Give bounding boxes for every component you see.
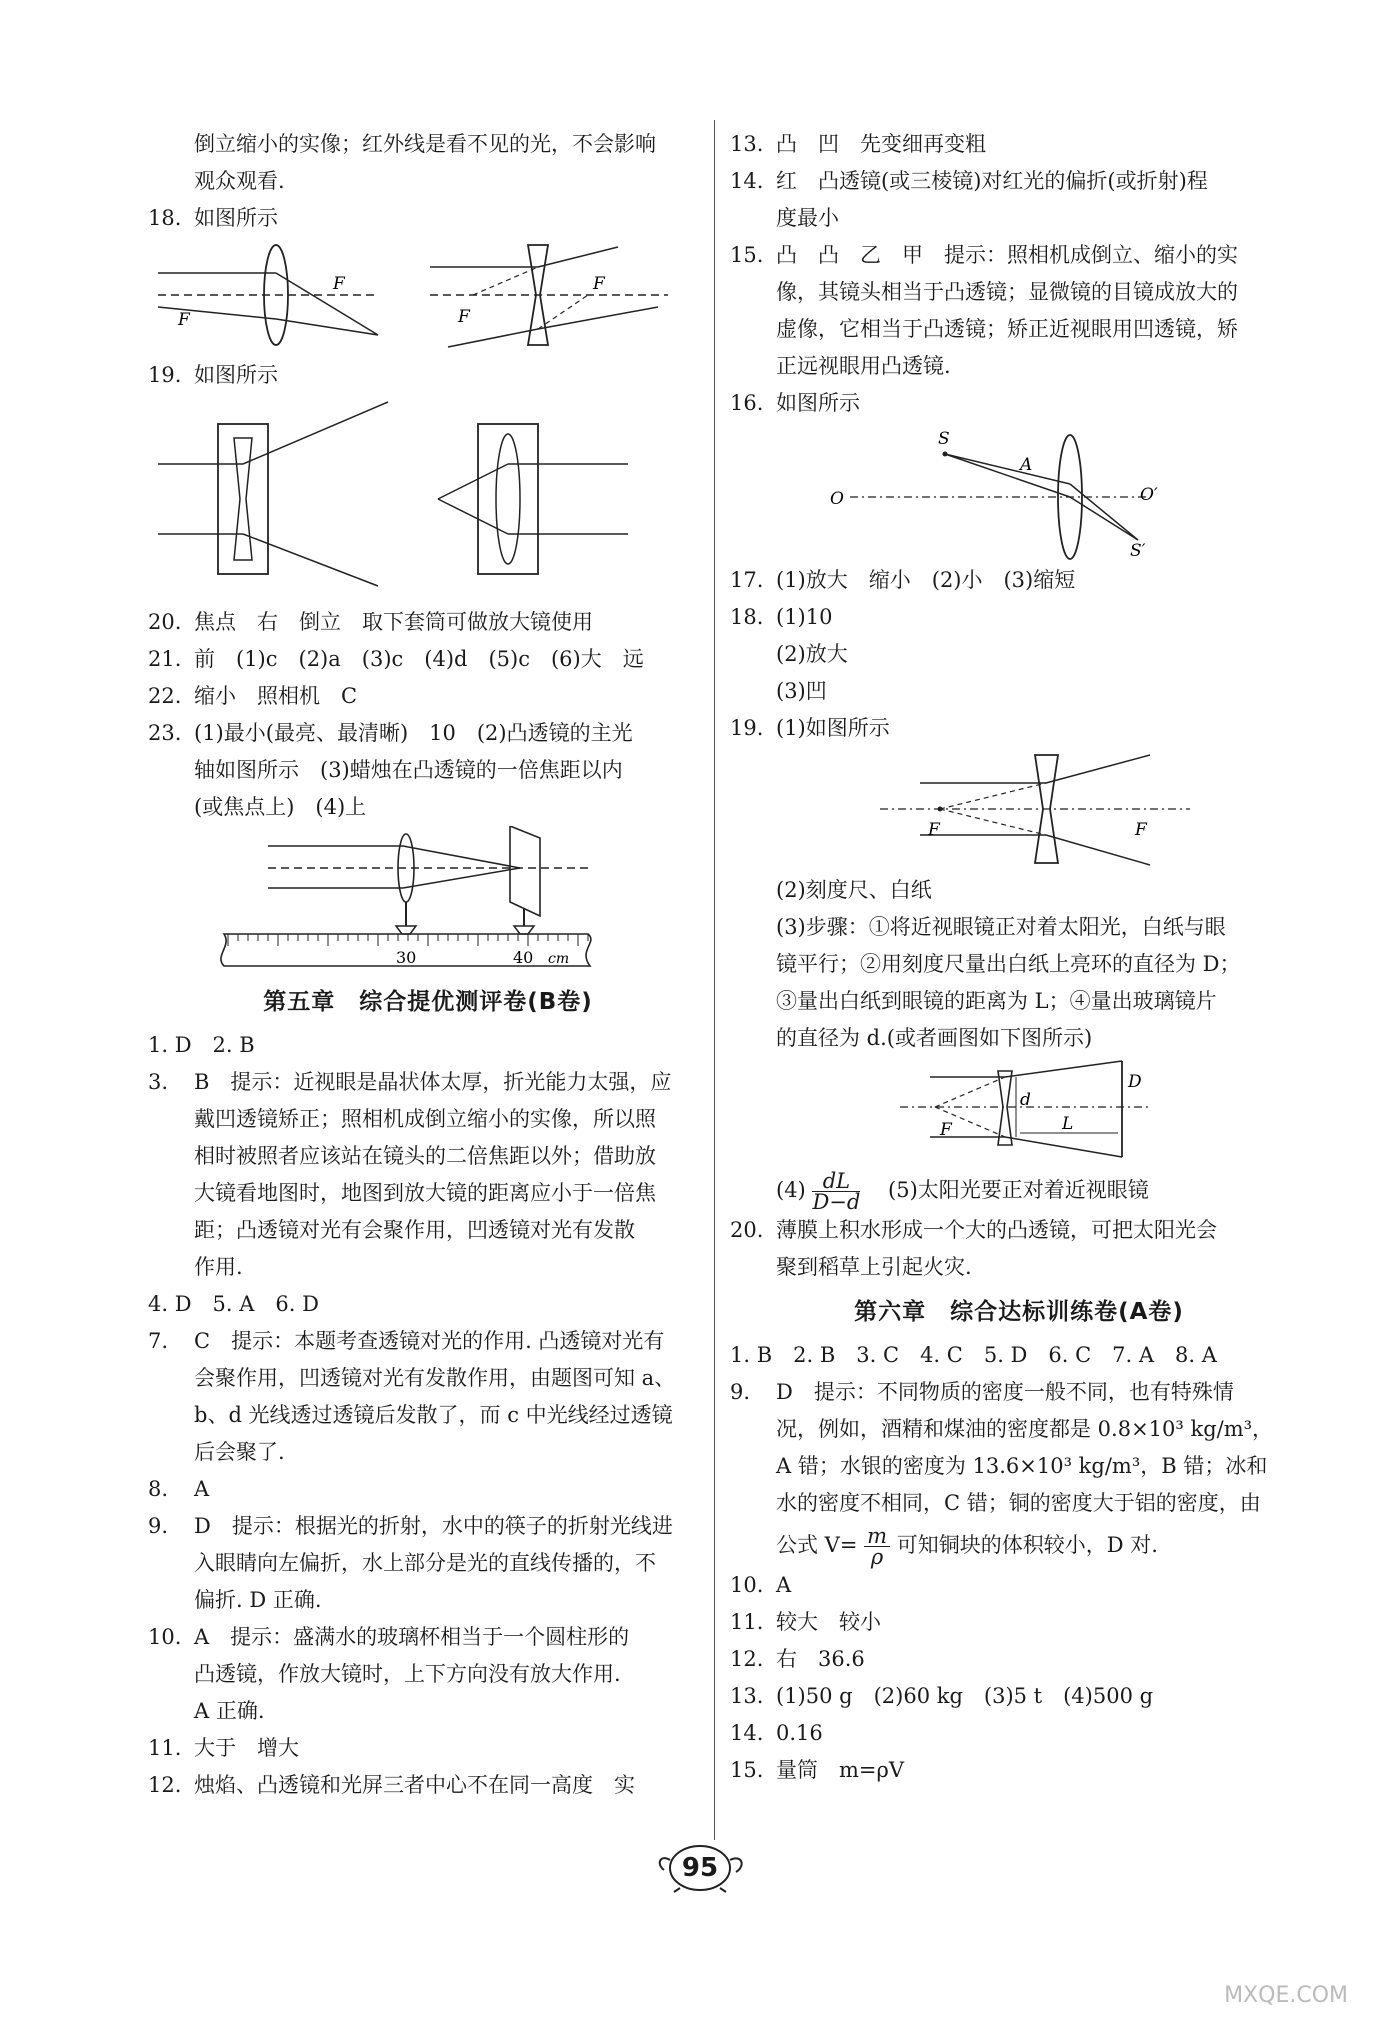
answer-23: 23. (1)最小(最亮、最清晰) 10 (2)凸透镜的主光 轴如图所示 (3)蜡烛在凸透镜的一倍焦距以内 (或焦点上) (4)上 — [148, 721, 633, 819]
answer-18: 18. 如图所示 — [148, 206, 278, 230]
answer-a9: 9. D 提示：不同物质的密度一般不同，也有特殊情 况，例如，酒精和煤油的密度都是 0.8×10³ kg/m³， A 错；水银的密度为 13.6×10³ kg/m³，B 错；冰和 水的密度不相同，C 错；铜的密度大于铝的密度，由 公式 V= $\frac{m}{\rho}$ 可知铜块的体积较小，D 对. — [730, 1380, 1274, 1569]
section-title-chapter6: 第六章 综合达标训练卷(A卷) — [854, 1299, 1184, 1325]
svg-text:F: F — [593, 274, 605, 294]
figure-23-optical-bench — [148, 826, 708, 976]
answer-18-right: 18. (1)10 (2)放大 (3)凹 — [730, 605, 848, 703]
answer-b8: 8. A — [148, 1477, 210, 1501]
page-number: 95 — [681, 1853, 719, 1883]
answer-b9: 9. D 提示：根据光的折射，水中的筷子的折射光线进 入眼睛向左偏折，水上部分是光的直线传播的，不 偏折. D 正确. — [148, 1514, 673, 1612]
answer-a10: 10. A — [730, 1573, 792, 1597]
svg-text:A: A — [1020, 455, 1033, 475]
figure-19-concave-lens-rays — [730, 747, 1308, 872]
answer-a13: 13. (1)50 g (2)60 kg (3)5 t (4)500 g — [730, 1684, 1154, 1708]
answer-b1-2: 1. D 2. B — [148, 1033, 255, 1057]
answer-a15: 15. 量筒 m=ρV — [730, 1758, 905, 1782]
left-column — [148, 126, 708, 1804]
answer-14: 14. 红 凸透镜(或三棱镜)对红光的偏折(或折射)程 度最小 — [730, 169, 1208, 230]
answer-20: 20. 焦点 右 倒立 取下套筒可做放大镜使用 — [148, 610, 593, 634]
svg-text:40: 40 — [513, 948, 534, 967]
answer-b3: 3. B 提示：近视眼是晶状体太厚，折光能力太强，应 戴凹透镜矫正；照相机成倒立缩小的实像，所以照 相时被照者应该站在镜头的二倍焦距以外；借助放 大镜看地图时，地图到放大镜的距离应小于一倍焦 距；凸透镜对光有会聚作用，凹透镜对光有发散 作用. — [148, 1070, 672, 1279]
svg-text:O′: O′ — [1140, 485, 1158, 505]
svg-text:O: O — [830, 489, 844, 509]
figure-16-convex-lens-image — [730, 422, 1308, 562]
svg-text:d: d — [1020, 1090, 1031, 1110]
answer-19-formula: (4) $\frac{dL}{D-d}$ (5)太阳光要正对着近视眼镜 — [776, 1169, 1149, 1214]
figure-19-ring-measurement — [730, 1057, 1308, 1167]
svg-text:D: D — [1128, 1072, 1142, 1092]
answer-22: 22. 缩小 照相机 C — [148, 684, 358, 708]
svg-text:F: F — [333, 274, 345, 294]
answer-b4-6: 4. D 5. A 6. D — [148, 1292, 319, 1316]
figure-19-lens-boxes — [148, 394, 688, 604]
svg-text:S: S — [938, 429, 950, 449]
fraction-m-over-rho: $\frac{m}{\rho}$ — [864, 1526, 890, 1567]
answer-b10: 10. A 提示：盛满水的玻璃杯相当于一个圆柱形的 凸透镜，作放大镜时，上下方向没有放大作用. A 正确. — [148, 1625, 630, 1723]
answer-21: 21. 前 (1)c (2)a (3)c (4)d (5)c (6)大 远 — [148, 647, 644, 671]
svg-text:S′: S′ — [1130, 541, 1146, 561]
answer-a1-8: 1. B 2. B 3. C 4. C 5. D 6. C 7. A 8. A — [730, 1343, 1217, 1367]
fraction-dl-over-d-minus-d: $\frac{dL}{D-d}$ — [812, 1169, 861, 1214]
svg-text:F: F — [1135, 820, 1147, 840]
answer-19-steps: (2)刻度尺、白纸 (3)步骤：①将近视眼镜正对着太阳光，白纸与眼 镜平行；②用刻度尺量出白纸上亮环的直径为 D； ③量出白纸到眼镜的距离为 L；④量出玻璃镜片 的直径为 d.(或者画图如下图所示) — [776, 878, 1241, 1050]
section-title-chapter5: 第五章 综合提优测评卷(B卷) — [263, 989, 593, 1015]
answer-b12: 12. 烛焰、凸透镜和光屏三者中心不在同一高度 实 — [148, 1773, 635, 1797]
svg-text:L: L — [1062, 1114, 1074, 1134]
figure-18-lens-rays — [148, 237, 688, 357]
watermark: MXQE.COM — [1224, 1983, 1348, 2008]
answer-a11: 11. 较大 较小 — [730, 1610, 881, 1634]
svg-text:F: F — [458, 307, 470, 327]
answer-20-right: 20. 薄膜上积水形成一个大的凸透镜，可把太阳光会 聚到稻草上引起火灾. — [730, 1218, 1217, 1279]
svg-text:F: F — [940, 1120, 952, 1140]
answer-a12: 12. 右 36.6 — [730, 1647, 865, 1671]
answer-19: 19. 如图所示 — [148, 363, 278, 387]
svg-text:F: F — [928, 820, 940, 840]
answer-19-right: 19. (1)如图所示 — [730, 716, 890, 740]
answer-b11: 11. 大于 增大 — [148, 1736, 299, 1760]
right-column — [730, 126, 1308, 1789]
svg-text:F: F — [178, 310, 190, 330]
answer-17: 17. (1)放大 缩小 (2)小 (3)缩短 — [730, 568, 1076, 592]
continuation-text: 倒立缩小的实像；红外线是看不见的光，不会影响 观众观看. — [194, 132, 656, 193]
column-divider — [714, 120, 715, 1840]
answer-13: 13. 凸 凹 先变细再变粗 — [730, 132, 986, 156]
answer-b7: 7. C 提示：本题考查透镜对光的作用. 凸透镜对光有 会聚作用，凹透镜对光有发散作用，由题图可知 a、 b、d 光线透过透镜后发散了，而 c 中光线经过透镜 后会聚了. — [148, 1329, 676, 1464]
answer-15: 15. 凸 凸 乙 甲 提示：照相机成倒立、缩小的实 像，其镜头相当于凸透镜；显微镜的目镜成放大的 虚像，它相当于凸透镜；矫正近视眼用凹透镜，矫 正远视眼用凸透镜. — [730, 243, 1238, 378]
answer-a14: 14. 0.16 — [730, 1721, 823, 1745]
answer-16: 16. 如图所示 — [730, 391, 860, 415]
svg-text:cm: cm — [548, 951, 570, 967]
svg-text:30: 30 — [396, 948, 417, 967]
